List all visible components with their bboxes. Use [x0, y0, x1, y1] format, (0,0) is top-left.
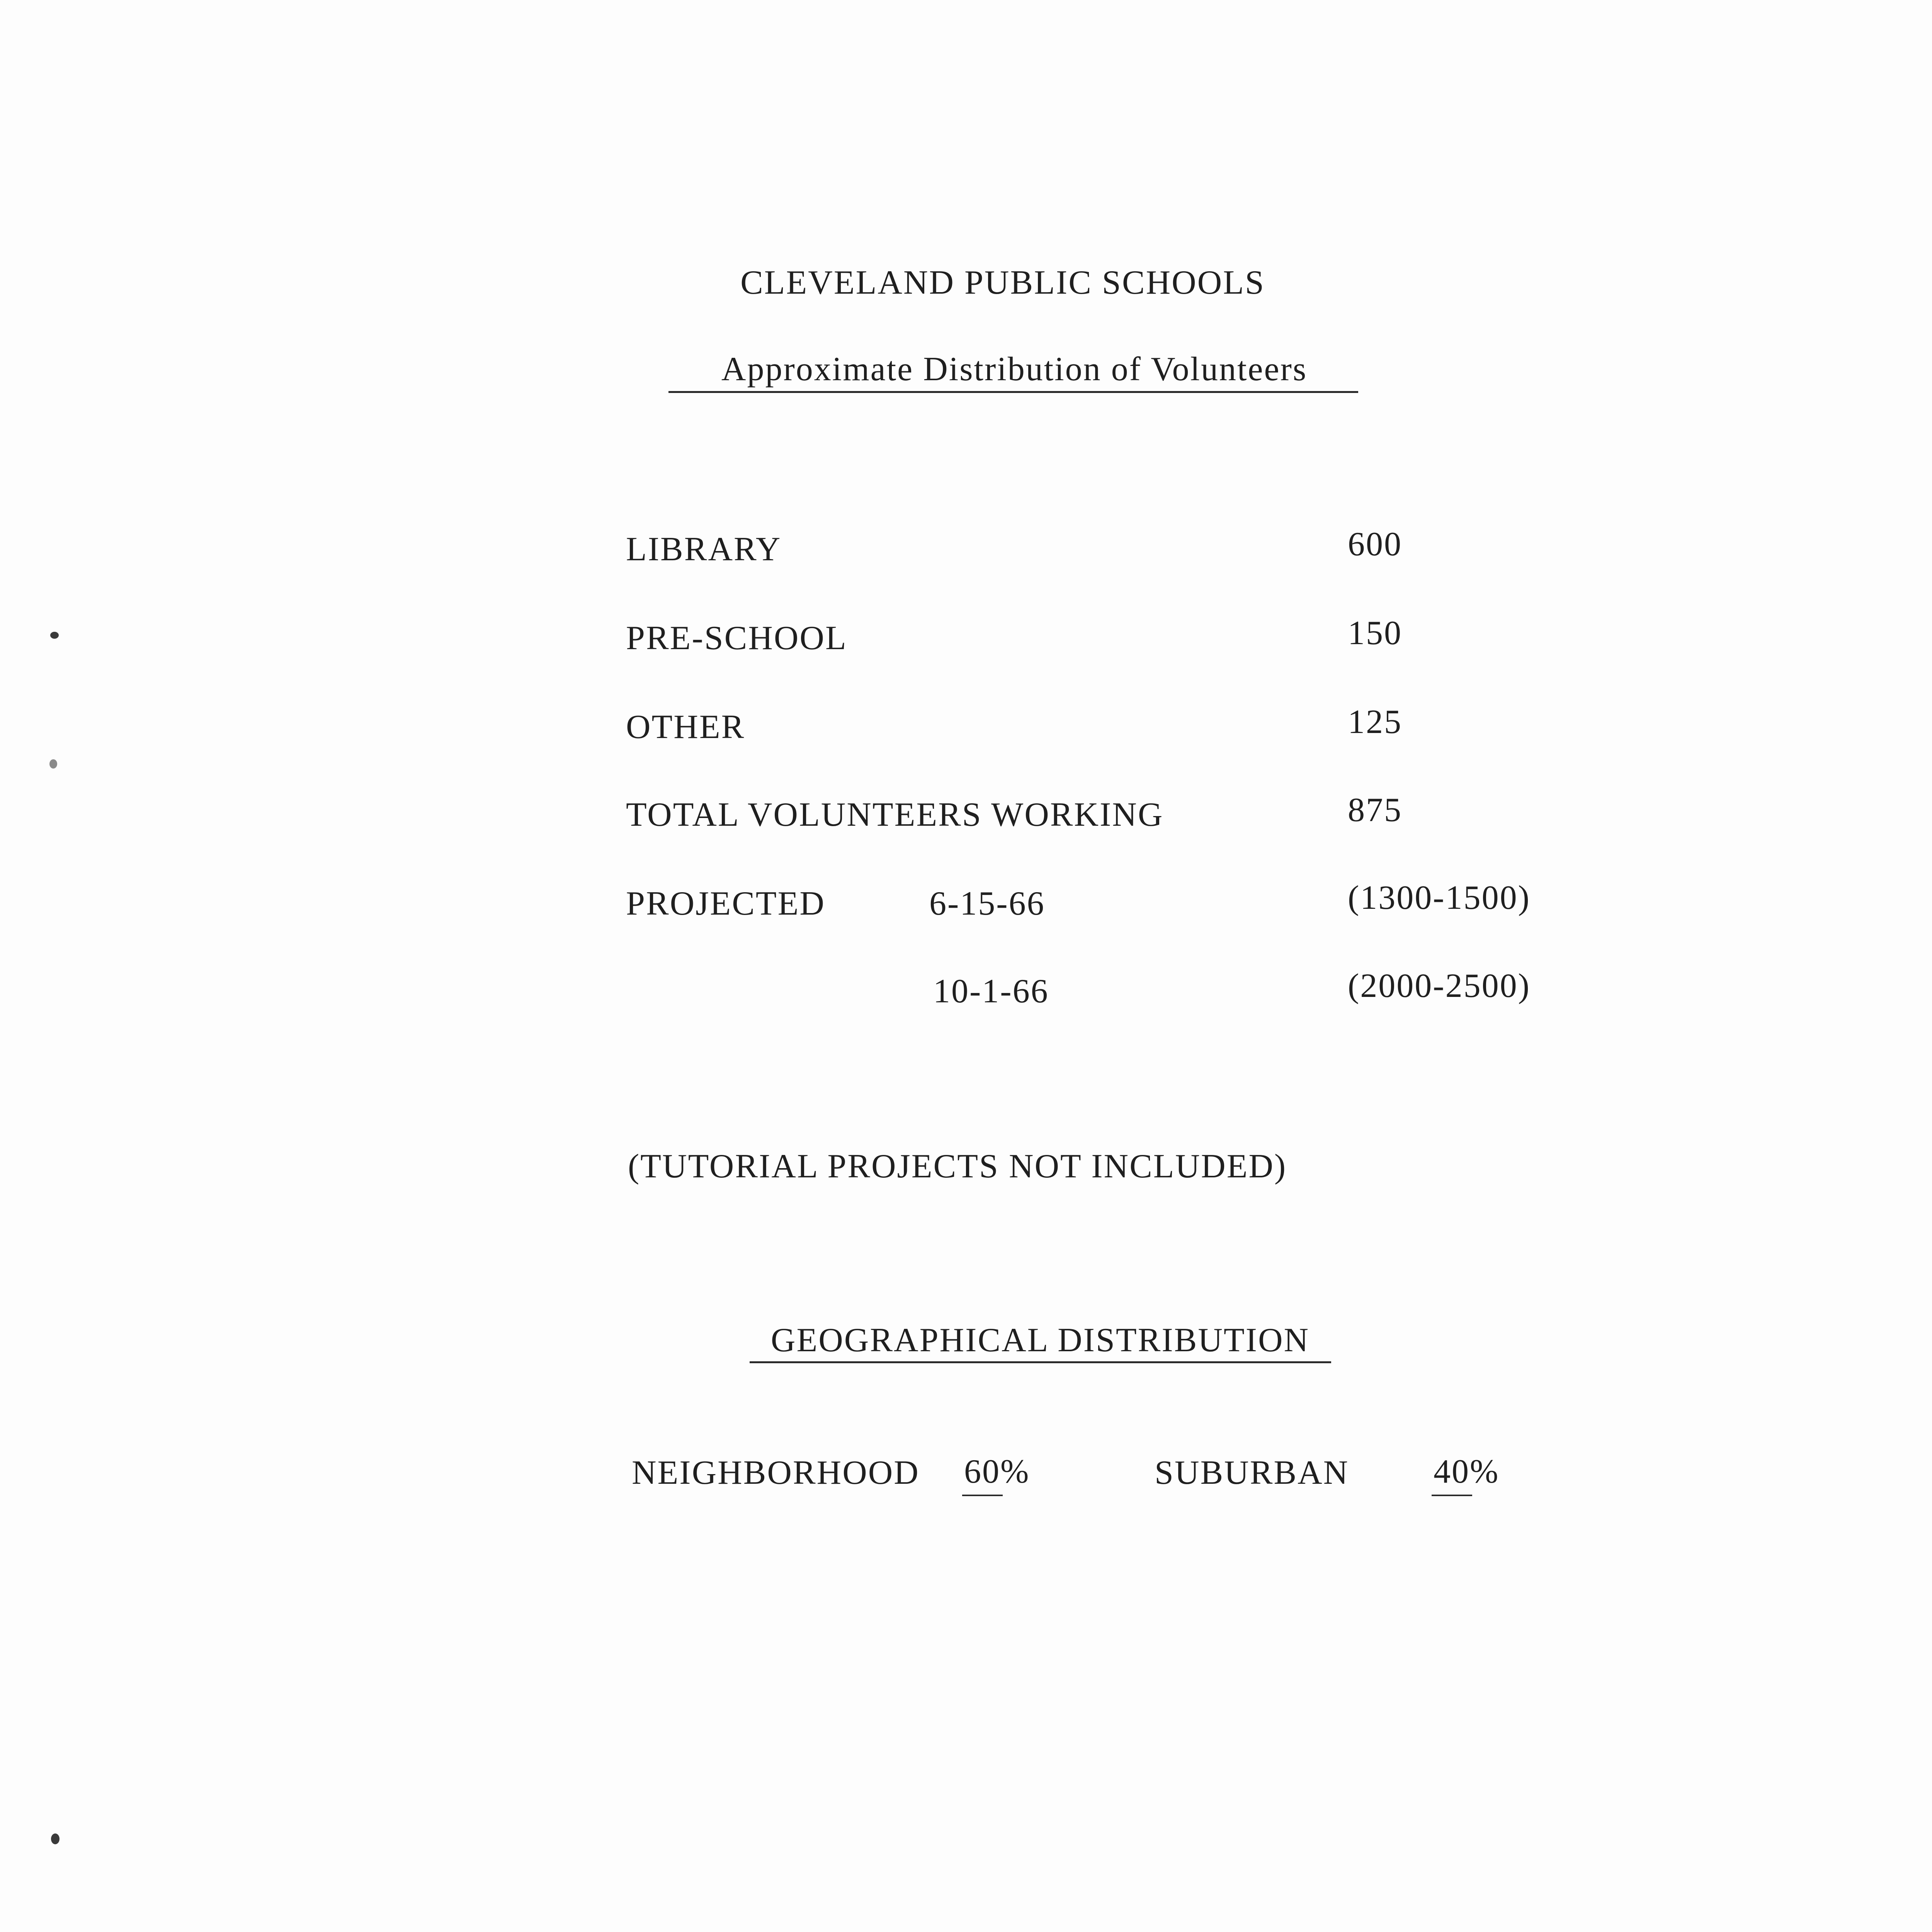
scan-speck [50, 632, 59, 639]
projected-label: PROJECTED [626, 885, 825, 922]
pre-school-label: PRE-SCHOOL [626, 619, 847, 657]
scan-speck [49, 759, 57, 769]
geographical-heading: GEOGRAPHICAL DISTRIBUTION [770, 1321, 1310, 1359]
projected-date-2: 10-1-66 [933, 973, 1049, 1010]
pre-school-value: 150 [1348, 614, 1402, 652]
projected-value-1: (1300-1500) [1348, 879, 1531, 917]
projected-date-1: 6-15-66 [929, 885, 1045, 922]
other-value: 125 [1348, 703, 1402, 741]
scan-speck [51, 1833, 60, 1844]
suburban-value-underline [1432, 1495, 1472, 1496]
projected-value-2: (2000-2500) [1348, 967, 1531, 1005]
geographical-underline [750, 1361, 1331, 1363]
suburban-label: SUBURBAN [1155, 1454, 1349, 1492]
other-label: OTHER [626, 708, 745, 746]
neighborhood-value: 60% [964, 1453, 1030, 1490]
total-volunteers-value: 875 [1348, 791, 1402, 829]
neighborhood-label: NEIGHBORHOOD [632, 1454, 920, 1492]
tutorial-note: (TUTORIAL PROJECTS NOT INCLUDED) [628, 1148, 1287, 1185]
page-title: CLEVELAND PUBLIC SCHOOLS [740, 264, 1265, 301]
page-subtitle: Approximate Distribution of Volunteers [721, 350, 1308, 388]
suburban-value: 40% [1434, 1453, 1500, 1490]
neighborhood-value-underline [962, 1495, 1003, 1496]
total-volunteers-label: TOTAL VOLUNTEERS WORKING [626, 796, 1164, 833]
library-value: 600 [1348, 526, 1402, 563]
subtitle-underline [668, 391, 1358, 393]
library-label: LIBRARY [626, 531, 782, 568]
